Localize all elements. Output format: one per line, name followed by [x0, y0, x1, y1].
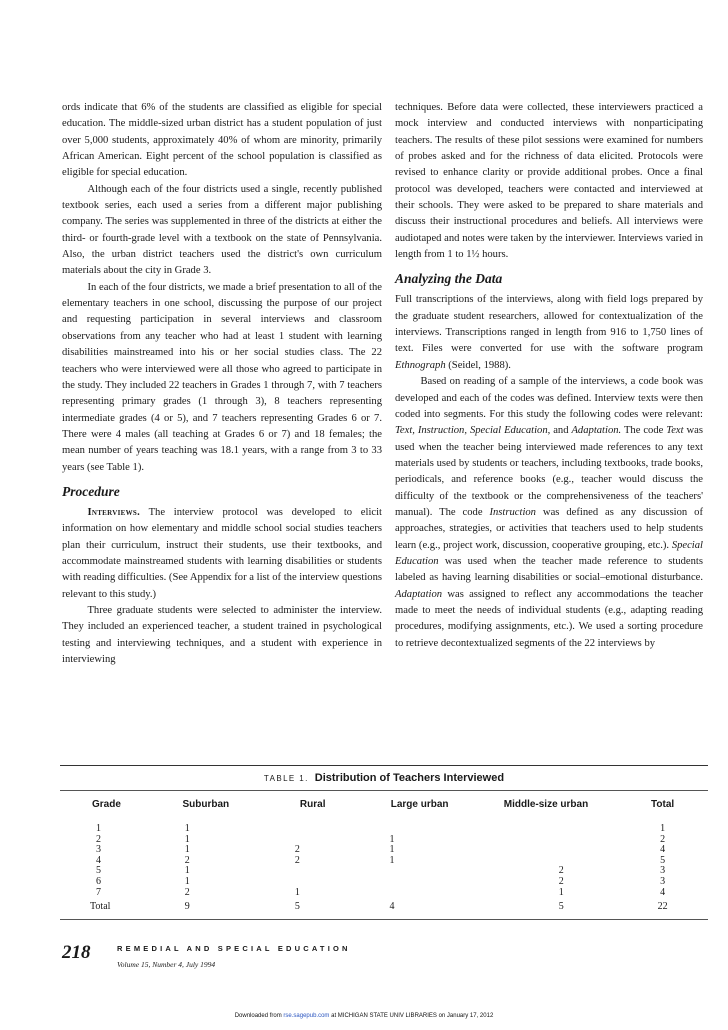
cell-grade: 2 — [96, 833, 101, 845]
table-row — [60, 845, 708, 856]
cell-middle-size-urban — [475, 816, 618, 835]
paragraph: ords indicate that 6% of the students are classified as eligible for special education. The middle-sized urban district has a student population of just over 5,000 students, approximately 40% of whom are minority, primarily African American. Eight percent of the school population is classified as eligible for special education. — [62, 102, 382, 179]
cell-rural — [261, 835, 365, 846]
cell-total: 4 — [660, 844, 666, 856]
cell-grade: 1 — [96, 823, 101, 834]
paragraph-text: was used when the teacher made reference to students labeled as having learning disabilities or social–emotional disturbance. — [395, 555, 703, 584]
cell-large-urban — [365, 816, 475, 835]
cell-middle-size-urban: 2 — [558, 875, 564, 887]
code-name: Text — [666, 425, 684, 437]
cell-suburban: 1 — [184, 823, 190, 834]
paragraph: In each of the four districts, we made a brief presentation to all of the elementary teachers in one school, discussing the purpose of our project and requesting participation in several interviews and classroom observations from any teacher who had at least 1 student with learning disabilities mainstreamed into his or her social studies class. The 22 teachers who were interviewed were all those who agreed to participate in the study. They included 22 teachers in Grades 1 through 7, with 7 teachers representing primary grades (1 through 3), 8 teachers representing intermediate grades (4 or 5), and 7 teachers representing Grades 6 or 7. There were 4 males (all teaching at Grades 6 or 7) and 18 females; the mean number of years teaching was 18.1 years, with a range from 3 to 33 years (see Table 1). — [62, 281, 382, 473]
cell-large-urban — [365, 877, 475, 888]
table-row — [60, 816, 708, 835]
paragraph-text: was assigned to reflect any accommodations the teacher made to meet the needs of individual students (e.g., adapting reading procedures, modifying assignments, etc.). We used a sorting procedure to retrieve decontextualized segments of the 22 interviews by — [395, 588, 703, 649]
cell-middle-size-urban — [475, 856, 618, 867]
right-column — [395, 100, 703, 652]
distribution-table — [60, 791, 708, 919]
software-name: Ethnograph — [395, 359, 446, 371]
cell-grade: 3 — [96, 844, 101, 856]
cell-total: 22 — [657, 901, 668, 913]
volume-info: Volume 15, Number 4, July 1994 — [117, 960, 216, 969]
cell-large-urban: 4 — [389, 901, 395, 913]
download-notice — [0, 1013, 728, 1019]
cell-middle-size-urban — [475, 845, 618, 856]
cell-grade: 4 — [96, 854, 101, 866]
cell-total: 3 — [660, 875, 666, 887]
col-header-total: Total — [651, 799, 675, 810]
code-name: Adaptation. — [571, 425, 622, 437]
col-header-large-urban: Large urban — [390, 799, 449, 810]
table-header-row — [60, 791, 708, 816]
table-caption: Distribution of Teachers Interviewed — [314, 772, 505, 784]
cell-suburban: 9 — [184, 901, 190, 913]
cell-rural: 2 — [294, 854, 300, 866]
cell-total: 3 — [660, 865, 666, 877]
cell-suburban: 1 — [184, 875, 190, 887]
cell-suburban: 2 — [184, 886, 190, 898]
cell-suburban: 1 — [184, 844, 190, 856]
paragraph-text: Full transcriptions of the interviews, along with field logs prepared by the graduate student researchers, allowed for contextualization of the interviews. Transcriptions ranged in length from 916 to 1,750 lines of text. Files were converted for use with the software program — [395, 294, 703, 355]
cell-total: 1 — [660, 823, 666, 834]
col-header-rural: Rural — [299, 799, 326, 810]
paragraph — [395, 292, 703, 374]
code-name: Special Education — [395, 539, 703, 567]
page-number: 218 — [62, 942, 91, 963]
table-row — [60, 877, 708, 888]
table-bottom-rule — [60, 919, 708, 920]
cell-suburban: 1 — [184, 865, 190, 877]
cell-middle-size-urban: 2 — [558, 865, 564, 877]
cell-rural — [261, 816, 365, 835]
download-text: at MICHIGAN STATE UNIV LIBRARIES on January 17, 2012 — [329, 1013, 494, 1019]
download-text: Downloaded from — [234, 1013, 284, 1019]
paragraph: Three graduate students were selected to administer the interview. They included an experienced teacher, a student trained in psychological testing and interviewing techniques, and a student with experience in interviewing — [62, 604, 382, 665]
cell-large-urban: 1 — [389, 844, 395, 856]
col-header-middle-size-urban: Middle-size urban — [503, 799, 589, 810]
cell-rural: 2 — [294, 844, 300, 856]
paragraph-text: The code — [621, 425, 667, 437]
cell-suburban: 2 — [184, 854, 190, 866]
cell-rural — [261, 877, 365, 888]
cell-total: 4 — [660, 886, 666, 898]
cell-grade: Total — [90, 901, 111, 913]
cell-total: 5 — [660, 854, 666, 866]
paragraph: techniques. Before data were collected, these interviewers practiced a mock interview and conducted interviews with nonparticipating teachers. The results of these pilot sessions were examined for numbers of probes asked and for the richness of data elicited. Protocols were revised to enhance clarity or provide additional probes. Once a final protocol was developed, teachers were contacted and interviewed at their schools. They were asked to be prepared to share materials and discuss their instructional procedures and beliefs. All interviews were audiotaped and notes were taken by the interviewer. Interviews varied in length from 1 to 1½ hours. — [395, 102, 703, 261]
download-link[interactable]: rse.sagepub.com — [283, 1013, 330, 1019]
paragraph-text: The interview protocol was developed to elicit information on how elementary and middle school social studies teachers plan their curriculum, instruct their students, use their textbooks, and accommodate mainstreamed students with learning disabilities or students with reading difficulties. (See Appendix for a list of the interview questions relevant to this study.) — [62, 506, 382, 600]
cell-total: 2 — [660, 833, 666, 845]
cell-suburban: 1 — [184, 833, 190, 845]
cell-large-urban: 1 — [389, 833, 395, 845]
table-title — [60, 766, 708, 790]
table-1 — [60, 765, 708, 920]
paragraph: Although each of the four districts used a single, recently published textbook series, each used a series from a different major publishing company. The series was supplemented in three of the districts at either the third- or fourth-grade level with a textbook on the state of Pennsylvania. Also, the urban district teachers used the district's own curriculum materials about the city in Grade 3. — [62, 183, 382, 277]
table-total-row — [60, 898, 708, 919]
cell-rural — [261, 866, 365, 877]
table-row — [60, 856, 708, 867]
table-row — [60, 888, 708, 899]
col-header-grade: Grade — [92, 799, 121, 810]
cell-middle-size-urban — [475, 835, 618, 846]
paragraph — [62, 505, 382, 603]
table-row — [60, 835, 708, 846]
run-in-heading: Interviews. — [87, 506, 141, 518]
journal-name: REMEDIAL AND SPECIAL EDUCATION — [117, 944, 351, 953]
code-name: Instruction — [489, 506, 536, 518]
table-label: TABLE 1. — [263, 774, 309, 783]
cell-grade: 5 — [96, 865, 101, 877]
cell-middle-size-urban: 5 — [558, 901, 564, 913]
paragraph-text: Based on reading of a sample of the interviews, a code book was developed and each of the codes was defined. Interview texts were then coded into segments. For this study the following codes were relevant: — [395, 376, 703, 420]
cell-grade: 6 — [96, 875, 101, 887]
paragraph-text: (Seidel, 1988). — [445, 359, 511, 371]
code-name: Adaptation — [395, 588, 443, 600]
cell-rural: 1 — [294, 886, 300, 898]
cell-grade: 7 — [96, 886, 101, 898]
table-row — [60, 866, 708, 877]
paragraph-text: and — [550, 425, 572, 437]
cell-large-urban — [365, 866, 475, 877]
section-heading-analyzing: Analyzing the Data — [395, 271, 503, 287]
paragraph-text: was defined as any discussion of approaches, strategies, or activities that teachers used to help students learn (e.g., project work, discussion, cooperative grouping, etc.). — [395, 506, 703, 551]
code-names: Text, Instruction, Special Education, — [395, 425, 551, 437]
table-body — [60, 816, 708, 919]
cell-large-urban — [365, 888, 475, 899]
cell-rural: 5 — [294, 901, 300, 913]
paragraph — [395, 374, 703, 652]
col-header-suburban: Suburban — [182, 799, 230, 810]
left-column — [62, 100, 382, 668]
paragraph-text: was used when the teacher being interviewed made references to any text materials used by students or teachers, including textbooks, trade books, periodicals, and reference books (e.g., teacher would discuss the difficulty of the textbook or the comprehensiveness of the teachers' manual). The code — [395, 425, 703, 518]
section-heading-procedure: Procedure — [62, 483, 120, 499]
page-footer — [62, 938, 702, 998]
cell-middle-size-urban: 1 — [558, 886, 564, 898]
cell-large-urban: 1 — [389, 854, 395, 866]
